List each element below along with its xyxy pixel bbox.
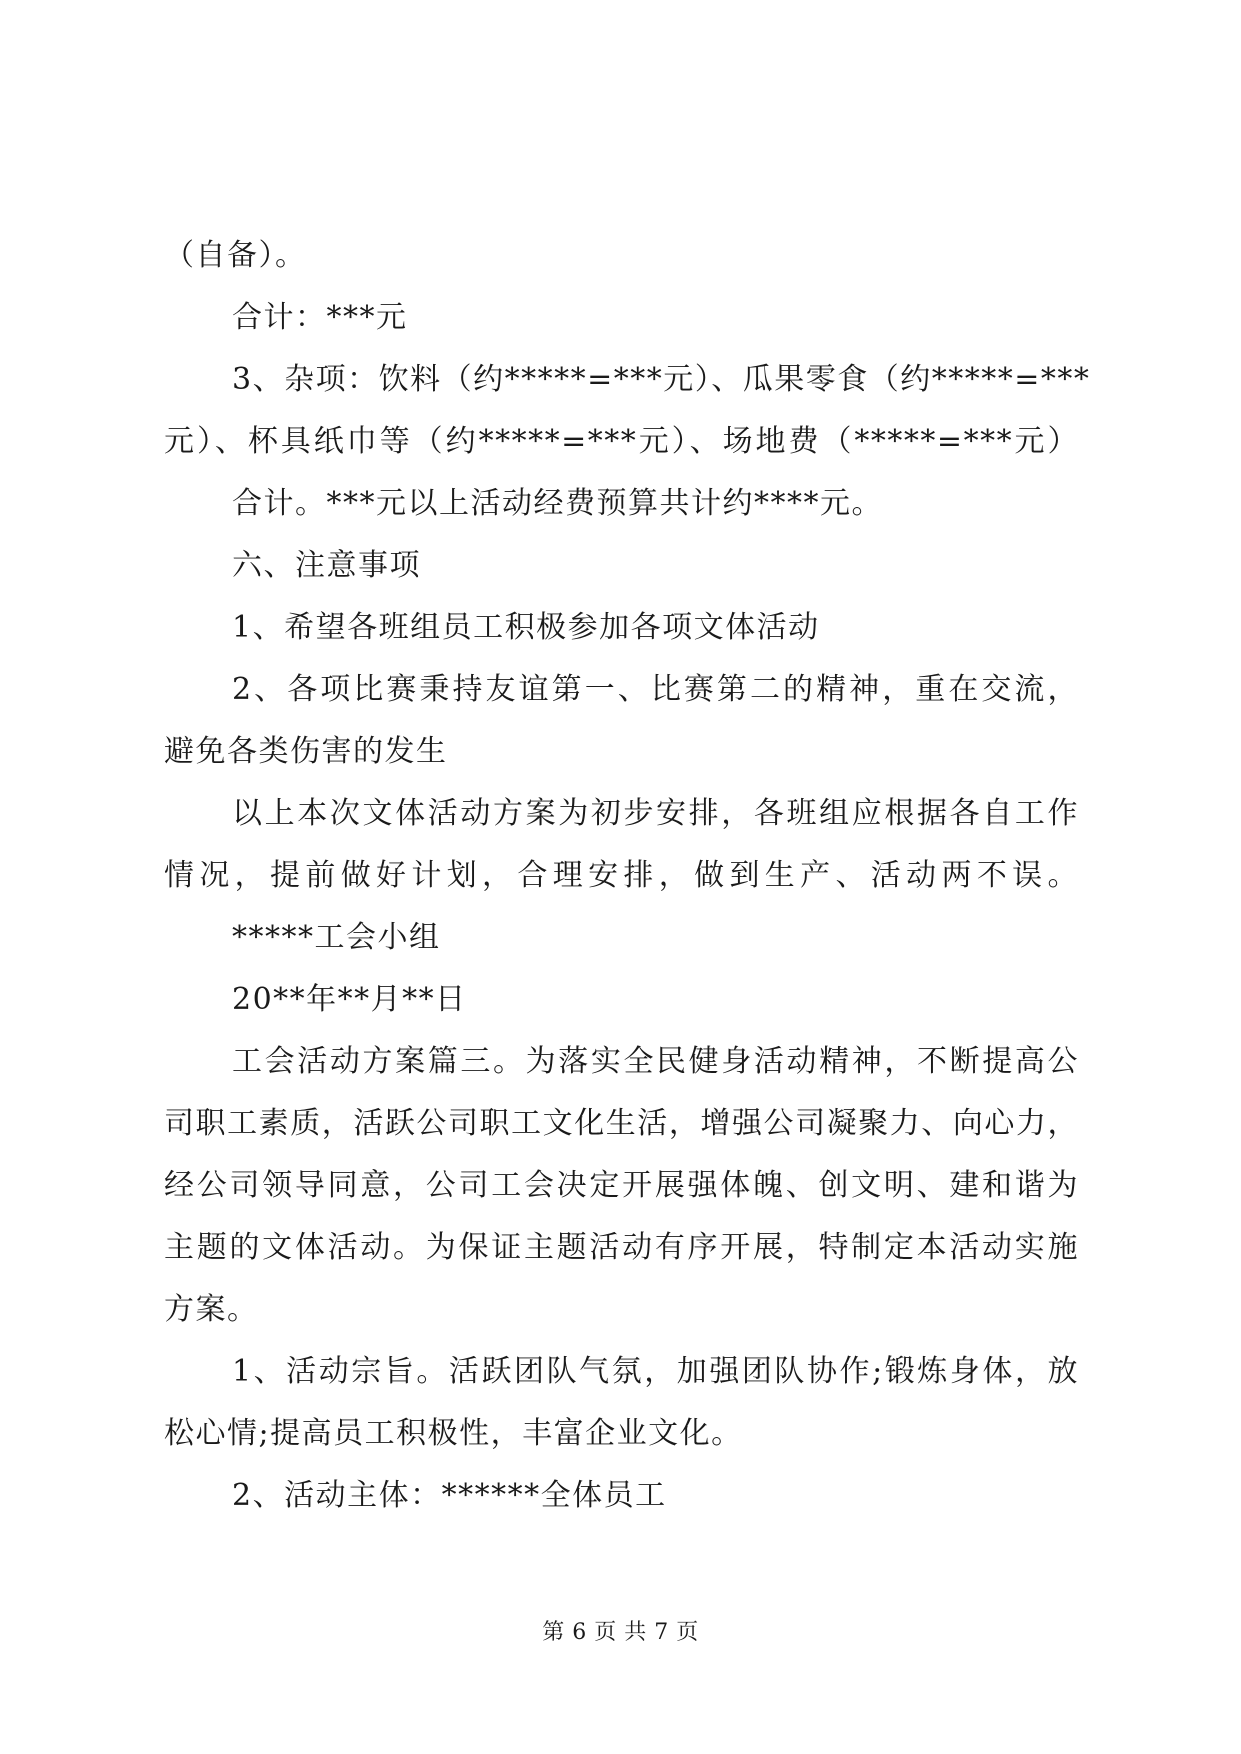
signature-date: 20**年**月**日 [232, 982, 467, 1017]
text-line: 工会活动方案篇三。为落实全民健身活动精神，不断提高公 [232, 1044, 1079, 1079]
text-line: 主题的文体活动。为保证主题活动有序开展，特制定本活动实施 [164, 1230, 1079, 1265]
text-line: 松心情;提高员工积极性，丰富企业文化。 [164, 1416, 743, 1451]
text-line: 3、杂项：饮料（约*****=***元）、瓜果零食（约*****=*** [232, 362, 1091, 397]
text-line: 1、活动宗旨。活跃团队气氛，加强团队协作;锻炼身体，放 [232, 1354, 1079, 1389]
section-heading: 六、注意事项 [232, 548, 421, 583]
text-line: 元）、杯具纸巾等（约*****=***元）、场地费（*****=***元） [164, 424, 1079, 459]
text-line: 情况，提前做好计划，合理安排，做到生产、活动两不误。 [164, 858, 1079, 893]
text-line: 经公司领导同意，公司工会决定开展强体魄、创文明、建和谐为 [164, 1168, 1079, 1203]
page-number-footer: 第 6 页 共 7 页 [542, 1620, 699, 1645]
text-line: 合计。***元以上活动经费预算共计约****元。 [232, 486, 883, 521]
text-line: 2、各项比赛秉持友谊第一、比赛第二的精神，重在交流， [232, 672, 1079, 707]
text-line: 司职工素质，活跃公司职工文化生活，增强公司凝聚力、向心力， [164, 1106, 1079, 1141]
text-line: 1、希望各班组员工积极参加各项文体活动 [232, 610, 820, 645]
text-line: 2、活动主体：******全体员工 [232, 1478, 667, 1513]
text-line: 合计：***元 [232, 300, 408, 335]
text-line: （自备）。 [164, 238, 307, 273]
text-line: 方案。 [164, 1292, 259, 1327]
text-line: 避免各类伤害的发生 [164, 734, 448, 769]
text-line: 以上本次文体活动方案为初步安排，各班组应根据各自工作 [232, 796, 1079, 831]
signature-org: *****工会小组 [232, 920, 441, 955]
